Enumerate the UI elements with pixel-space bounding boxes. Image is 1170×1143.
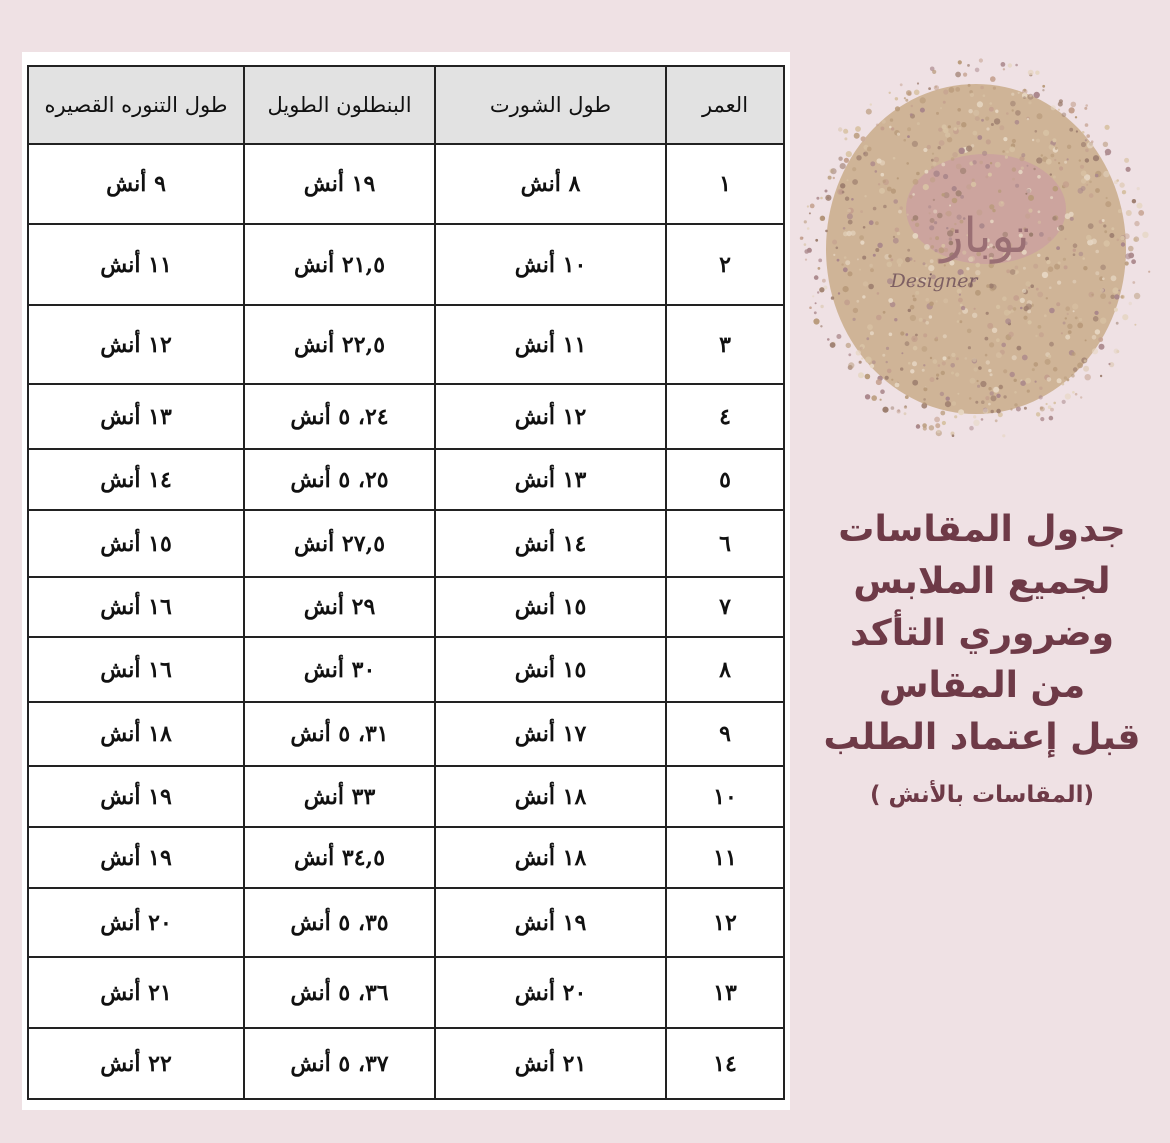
cell-age: ٢ [666,224,784,305]
cell-age: ١ [666,144,784,224]
cell-shorts: ٨ أنش [435,144,666,224]
table-row [28,1028,784,1099]
cell-pants: ٢٩ أنش [244,577,435,637]
cell-pants: ٢١,٥ أنش [244,224,435,305]
cell-skirt: ١٤ أنش [28,449,244,510]
cell-shorts: ١٠ أنش [435,224,666,305]
cell-skirt: ١٥ أنش [28,510,244,577]
cell-shorts: ٢١ أنش [435,1028,666,1099]
cell-pants: ٢٥، ٥ أنش [244,449,435,510]
cell-pants: ٣٥، ٥ أنش [244,888,435,957]
units-note: (المقاسات بالأنش ) [869,782,1095,808]
cell-age: ١١ [666,827,784,888]
info-line-4: من المقاس [878,665,1086,706]
table-header-row [28,66,784,144]
cell-skirt: ١١ أنش [28,224,244,305]
header-short-skirt-length: طول التنوره القصيره [28,66,244,144]
cell-age: ٩ [666,702,784,766]
cell-skirt: ١٢ أنش [28,305,244,384]
table-row [28,577,784,637]
table-row [28,510,784,577]
cell-skirt: ١٦ أنش [28,577,244,637]
info-line-1: جدول المقاسات [838,509,1126,550]
table-row [28,702,784,766]
size-chart-sheet [22,52,790,1110]
cell-skirt: ٢٢ أنش [28,1028,244,1099]
header-long-pants: البنطلون الطويل [244,66,435,144]
header-age: العمر [666,66,784,144]
cell-pants: ٣١، ٥ أنش [244,702,435,766]
cell-age: ١٣ [666,957,784,1028]
cell-age: ١٠ [666,766,784,827]
cell-pants: ٣٠ أنش [244,637,435,702]
size-table [27,65,785,1100]
cell-shorts: ١٥ أنش [435,637,666,702]
table-row [28,449,784,510]
cell-age: ١٢ [666,888,784,957]
cell-skirt: ١٦ أنش [28,637,244,702]
cell-age: ٣ [666,305,784,384]
cell-skirt: ١٩ أنش [28,766,244,827]
cell-shorts: ١٢ أنش [435,384,666,449]
table-row [28,888,784,957]
cell-pants: ٢٧,٥ أنش [244,510,435,577]
table-row [28,827,784,888]
table-row [28,305,784,384]
table-row [28,766,784,827]
cell-shorts: ١٨ أنش [435,827,666,888]
cell-pants: ٣٦، ٥ أنش [244,957,435,1028]
cell-shorts: ١٣ أنش [435,449,666,510]
cell-skirt: ٢٠ أنش [28,888,244,957]
size-info-text [812,504,1152,808]
cell-shorts: ٢٠ أنش [435,957,666,1028]
cell-skirt: ١٨ أنش [28,702,244,766]
header-shorts-length: طول الشورت [435,66,666,144]
cell-skirt: ١٣ أنش [28,384,244,449]
brand-subtitle: Designer [890,270,978,292]
cell-skirt: ١٩ أنش [28,827,244,888]
cell-shorts: ١٤ أنش [435,510,666,577]
brand-name: توباز [940,208,1030,264]
cell-pants: ١٩ أنش [244,144,435,224]
cell-pants: ٢٤، ٥ أنش [244,384,435,449]
cell-skirt: ٢١ أنش [28,957,244,1028]
info-line-2: لجميع الملابس [853,561,1111,602]
cell-shorts: ١٧ أنش [435,702,666,766]
table-row [28,224,784,305]
cell-shorts: ١٥ أنش [435,577,666,637]
info-line-5: قبل إعتماد الطلب [823,717,1141,758]
cell-age: ٥ [666,449,784,510]
info-line-3: وضروري التأكد [850,613,1114,654]
table-row [28,384,784,449]
table-row [28,144,784,224]
cell-skirt: ٩ أنش [28,144,244,224]
cell-age: ٨ [666,637,784,702]
cell-shorts: ١١ أنش [435,305,666,384]
cell-age: ٦ [666,510,784,577]
cell-age: ٧ [666,577,784,637]
table-row [28,637,784,702]
cell-pants: ٢٢,٥ أنش [244,305,435,384]
cell-pants: ٣٤,٥ أنش [244,827,435,888]
cell-age: ٤ [666,384,784,449]
cell-shorts: ١٩ أنش [435,888,666,957]
table-row [28,957,784,1028]
cell-age: ١٤ [666,1028,784,1099]
cell-pants: ٣٧، ٥ أنش [244,1028,435,1099]
cell-shorts: ١٨ أنش [435,766,666,827]
cell-pants: ٣٣ أنش [244,766,435,827]
